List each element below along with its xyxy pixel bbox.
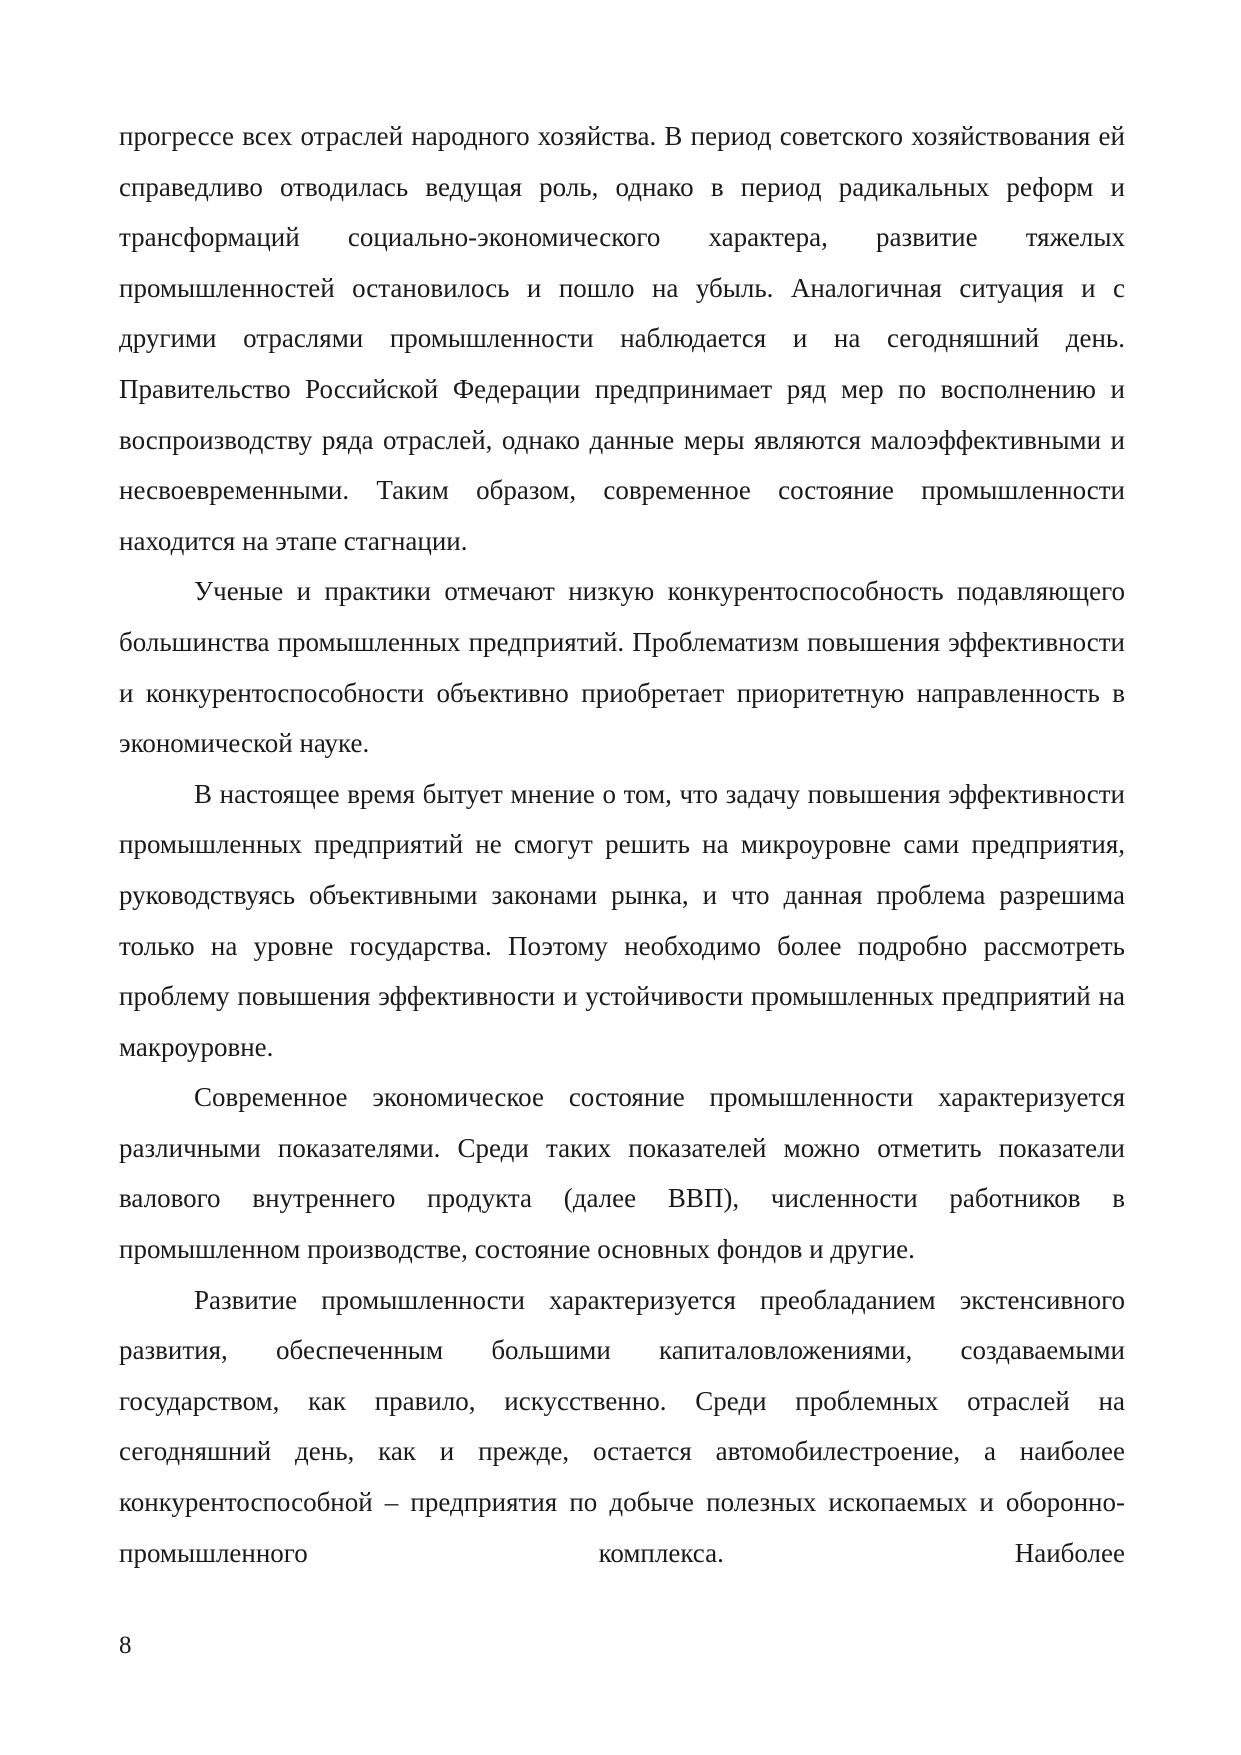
- paragraph-competitiveness: Ученые и практики отмечают низкую конкурентоспособность подавляющего большинства промышленных предприятий. Проблематизм повышения эффективности и конкурентоспособности объективно приобретает приоритетную направленность в экономической науке.: [119, 576, 1125, 759]
- paragraph-continuation: прогрессе всех отраслей народного хозяйства. В период советского хозяйствования ей справедливо отводилась ведущая роль, однако в период радикальных реформ и трансформаций социально-экономического характера, развитие тяжелых промышленностей остановилось и пошло на убыль. Аналогичная ситуация и с другими отраслями промышленности наблюдается и на сегодняшний день. Правительство Российской Федерации предпринимает ряд мер по восполнению и воспроизводству ряда отраслей, однако данные меры являются малоэффективными и несвоевременными. Таким образом, современное состояние промышленности находится на этапе стагнации.: [119, 121, 1125, 556]
- paragraph-indicators: Современное экономическое состояние промышленности характеризуется различными показателями. Среди таких показателей можно отметить показатели валового внутреннего продукта (далее ВВП), численности работников в промышленном производстве, состояние основных фондов и другие.: [119, 1082, 1125, 1265]
- document-body: [119, 111, 1125, 1578]
- paragraph-state-role: В настоящее время бытует мнение о том, что задачу повышения эффективности промышленных предприятий не смогут решить на микроуровне сами предприятия, руководствуясь объективными законами рынка, и что данная проблема разрешима только на уровне государства. Поэтому необходимо более подробно рассмотреть проблему повышения эффективности и устойчивости промышленных предприятий на макроуровне.: [119, 778, 1125, 1062]
- page-number: 8: [119, 1632, 132, 1659]
- paragraph-development: Развитие промышленности характеризуется преобладанием экстенсивного развития, обеспеченным большими капиталовложениями, создаваемыми государством, как правило, искусственно. Среди проблемных отраслей на сегодняшний день, как и прежде, остается автомобилестроение, а наиболее конкурентоспособной – предприятия по добыче полезных ископаемых и оборонно-промышленного комплекса. Наиболее: [119, 1284, 1125, 1568]
